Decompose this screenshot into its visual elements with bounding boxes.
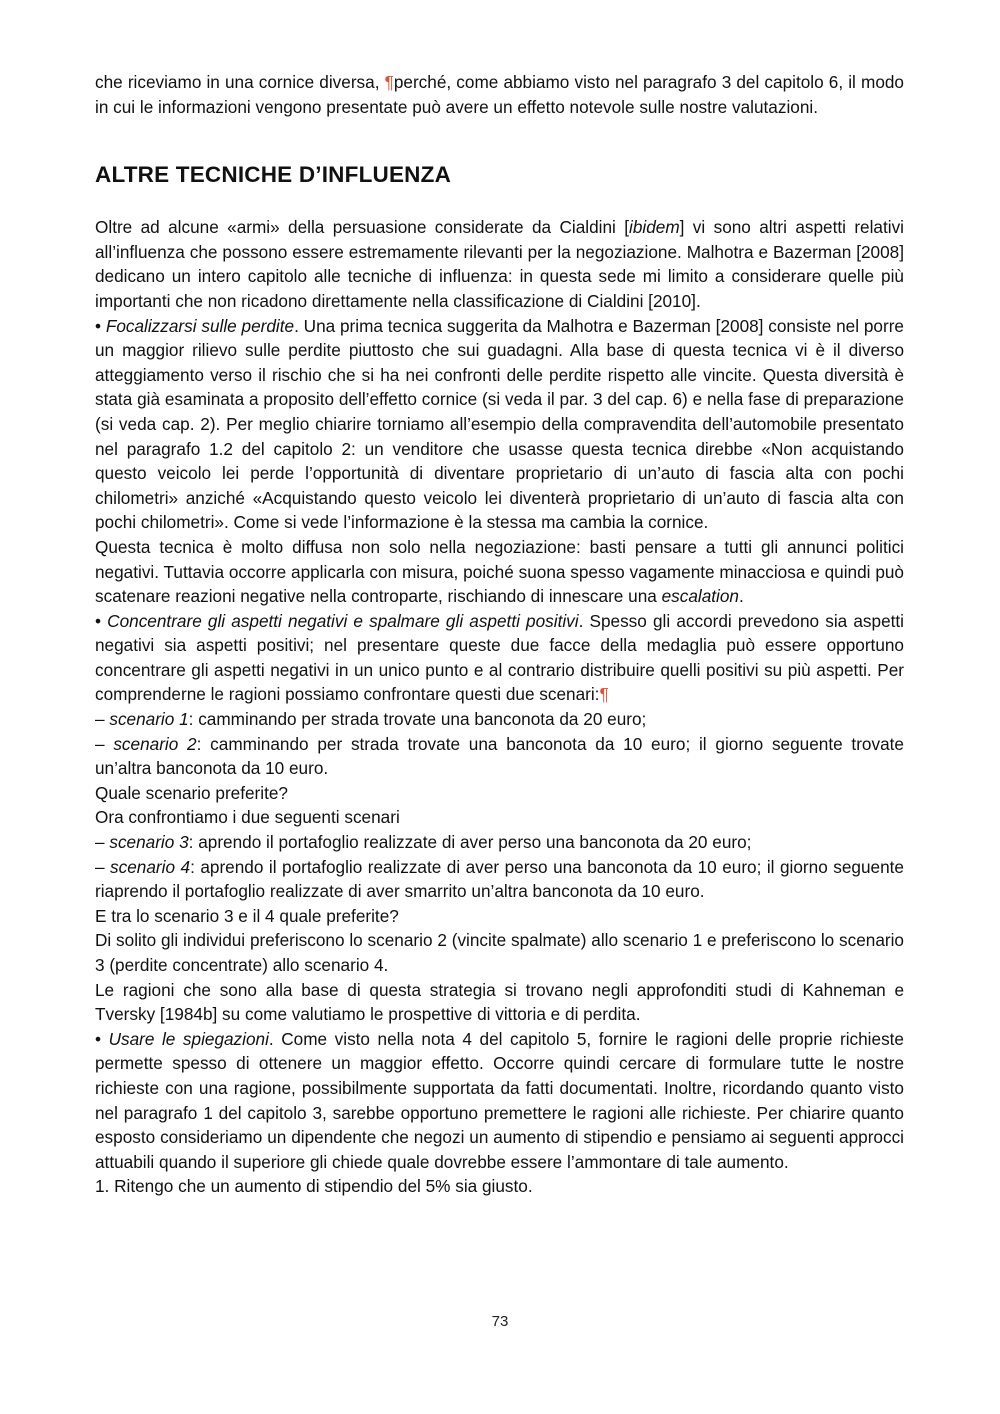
p1-text-a: Oltre ad alcune «armi» della persuasione considerate da Cialdini [	[95, 217, 630, 238]
paragraph-3: Di solito gli individui preferiscono lo scenario 2 (vincite spalmate) allo scenario 1 e preferiscono lo scenario 3 (perdite concentrate) allo scenario 4.	[95, 930, 904, 975]
scenario-label: scenario 2	[113, 733, 197, 754]
scenario-1	[95, 707, 904, 732]
dash-mark: –	[95, 832, 110, 853]
paragraph-4: Le ragioni che sono alla base di questa strategia si trovano negli approfonditi studi di Kahneman e Tversky [1984b] su come valutiamo le prospettive di vittoria e di perdita.	[95, 979, 904, 1025]
p1-text-b: ] vi sono altri aspetti relativi all’influenza che possono essere estremamente rilevanti per la negoziazione. Malhotra e Bazerman [2008] dedicano un intero capitolo alle tecniche di influenza: in questa sede mi limito a considerare quelle più importanti che non ricadono direttamente nella classificazione di Cialdini [2010].	[95, 217, 904, 311]
p2-text-b: .	[739, 586, 744, 607]
scenario-text: : aprendo il portafoglio realizzate di aver perso una banconota da 20 euro;	[188, 832, 752, 853]
dash-mark: –	[95, 709, 110, 730]
question-1: Quale scenario preferite?	[95, 782, 288, 803]
bullet-mark: •	[95, 315, 106, 336]
intro-paragraph	[95, 70, 904, 119]
paragraph-2	[95, 535, 904, 609]
p2-italic: escalation	[661, 586, 739, 607]
pilcrow-mark: ¶	[599, 684, 609, 705]
dash-mark: –	[95, 733, 114, 754]
bullet-concentrate-negatives	[95, 609, 904, 707]
bullet-text: . Come visto nella nota 4 del capitolo 5, fornire le ragioni delle proprie richieste permette spesso di ottenere un maggior effetto. Occorre quindi cercare di formulare tutte le nostre richieste con una ragione, possibilmente supportata da fatti documentati. Inoltre, ricordando quanto visto nel paragrafo 1 del capitolo 3, sarebbe opportuno premettere le ragioni alle richieste. Per chiarire quanto esposto consideriamo un dipendente che negozi un aumento di stipendio e pensiamo ai seguenti approcci attuabili quando il superiore gli chiede quale dovrebbe essere l’ammontare di tale aumento.	[95, 1028, 904, 1172]
dash-mark: –	[95, 856, 111, 877]
scenario-text: : aprendo il portafoglio realizzate di aver perso una banconota da 10 euro; il giorno seguente riaprendo il portafoglio realizzate di aver smarrito un’altra banconota da 10 euro.	[95, 856, 904, 902]
numbered-item-1: 1. Ritengo che un aumento di stipendio del 5% sia giusto.	[95, 1176, 533, 1197]
scenario-label: scenario 1	[109, 709, 189, 730]
section-heading: ALTRE TECNICHE D’INFLUENZA	[95, 162, 452, 188]
scenario-2	[95, 732, 904, 781]
bullet-focus-losses	[95, 314, 904, 535]
bullet-title: Usare le spiegazioni	[108, 1028, 269, 1049]
scenario-4	[95, 855, 904, 904]
compare-line: Ora confrontiamo i due seguenti scenari	[95, 807, 400, 828]
question-2: E tra lo scenario 3 e il 4 quale preferite?	[95, 905, 399, 926]
bullet-text: . Una prima tecnica suggerita da Malhotra e Bazerman [2008] consiste nel porre un maggior rilievo sulle perdite piuttosto che sui guadagni. Alla base di questa tecnica vi è il diverso atteggiamento verso il rischio che si ha nei confronti delle perdite rispetto alle vincite. Questa diversità è stata già esaminata a proposito dell’effetto cornice (si veda il par. 3 del cap. 6) e nella fase di preparazione (si veda cap. 2). Per meglio chiarire torniamo all’esempio della compravendita dell’automobile presentato nel paragrafo 1.2 del capitolo 2: un venditore che usasse questa tecnica direbbe «Non acquistando questo veicolo lei perde l’opportunità di diventare proprietario di un’auto di fascia alta con pochi chilometri» anziché «Acquistando questo veicolo lei diventerà proprietario di un’auto di fascia alta con pochi chilometri». Come si vede l’informazione è la stessa ma cambia la cornice.	[95, 315, 904, 533]
scenario-text: : camminando per strada trovate una banconota da 10 euro; il giorno seguente trovate un’altra banconota da 10 euro.	[95, 733, 904, 779]
scenario-label: scenario 3	[109, 832, 189, 853]
page-body	[95, 70, 904, 1199]
bullet-mark: •	[95, 610, 108, 631]
bullet-title: Focalizzarsi sulle perdite	[105, 315, 295, 336]
intro-text-a: che riceviamo in una cornice diversa,	[95, 72, 385, 92]
paragraph-1	[95, 215, 904, 313]
bullet-mark: •	[95, 1028, 109, 1049]
bullet-use-explanations	[95, 1027, 904, 1175]
pilcrow-mark: ¶	[384, 72, 394, 92]
page-number: 73	[491, 1313, 509, 1330]
scenario-text: : camminando per strada trovate una banconota da 20 euro;	[188, 709, 647, 730]
intro-text-b: perché, come abbiamo visto nel paragrafo 3 del capitolo 6, il modo in cui le informazioni vengono presentate può avere un effetto notevole sulle nostre valutazioni.	[95, 72, 904, 117]
scenario-3	[95, 830, 904, 855]
bullet-title: Concentrare gli aspetti negativi e spalmare gli aspetti positivi	[107, 610, 579, 631]
p1-italic: ibidem	[629, 217, 680, 238]
bullet-text: . Spesso gli accordi prevedono sia aspetti negativi sia aspetti positivi; nel presentare queste due facce della medaglia può essere opportuno concentrare gli aspetti negativi in un unico punto e al contrario distribuire quelli positivi su più aspetti. Per comprenderne le ragioni possiamo confrontare questi due scenari:	[95, 610, 904, 705]
p2-text-a: Questa tecnica è molto diffusa non solo nella negoziazione: basti pensare a tutti gli annunci politici negativi. Tuttavia occorre applicarla con misura, poiché suona spesso vagamente minacciosa e quindi può scatenare reazioni negative nella controparte, rischiando di innescare una	[95, 536, 904, 607]
scenario-label: scenario 4	[110, 856, 191, 877]
